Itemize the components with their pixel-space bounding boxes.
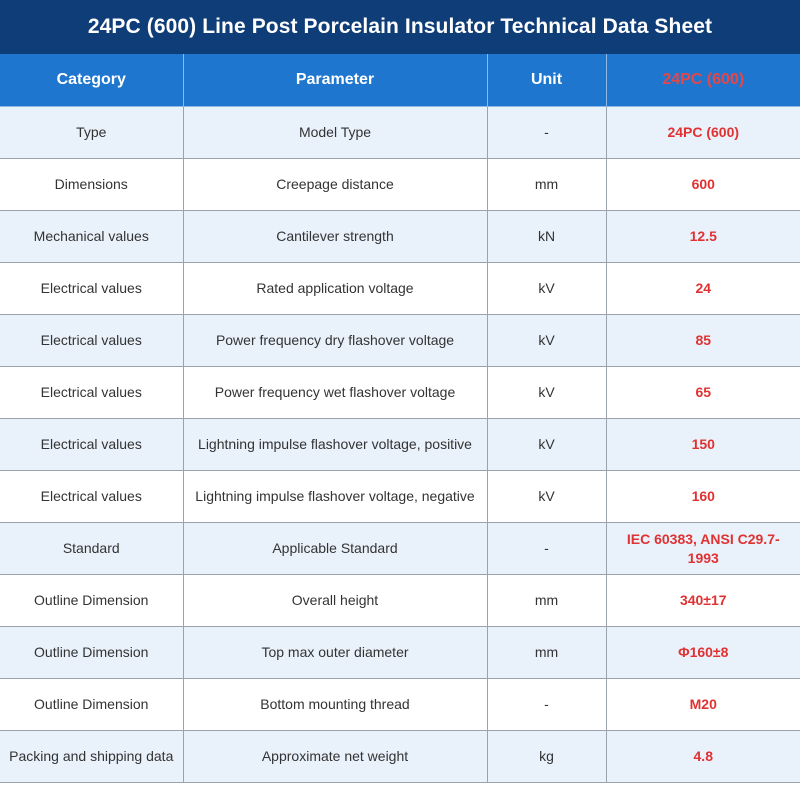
cell-category: Packing and shipping data [0,731,183,783]
cell-value: 85 [606,315,800,367]
table-row [0,679,800,731]
cell-unit: - [487,523,606,575]
cell-unit: kg [487,731,606,783]
cell-parameter: Power frequency wet flashover voltage [183,367,487,419]
cell-value: 4.8 [606,731,800,783]
cell-value: 24PC (600) [606,107,800,159]
cell-unit: kN [487,211,606,263]
table-row [0,575,800,627]
table-row [0,315,800,367]
cell-unit: kV [487,419,606,471]
cell-parameter: Model Type [183,107,487,159]
page-title: 24PC (600) Line Post Porcelain Insulator Technical Data Sheet [0,0,800,54]
table-row [0,159,800,211]
cell-parameter: Rated application voltage [183,263,487,315]
spec-table [0,54,800,783]
cell-category: Mechanical values [0,211,183,263]
cell-category: Outline Dimension [0,575,183,627]
cell-value: 24 [606,263,800,315]
header-category: Category [0,54,183,107]
table-row [0,211,800,263]
cell-parameter: Approximate net weight [183,731,487,783]
table-row [0,263,800,315]
table-header-row [0,54,800,107]
cell-unit: kV [487,263,606,315]
cell-unit: - [487,107,606,159]
table-row [0,419,800,471]
header-model: 24PC (600) [606,54,800,107]
cell-value: 340±17 [606,575,800,627]
cell-unit: mm [487,575,606,627]
cell-parameter: Lightning impulse flashover voltage, negative [183,471,487,523]
table-row [0,367,800,419]
cell-category: Outline Dimension [0,679,183,731]
cell-unit: mm [487,159,606,211]
cell-value: M20 [606,679,800,731]
cell-value: IEC 60383, ANSI C29.7-1993 [606,523,800,575]
cell-parameter: Creepage distance [183,159,487,211]
cell-value: 600 [606,159,800,211]
table-row [0,471,800,523]
cell-unit: - [487,679,606,731]
header-unit: Unit [487,54,606,107]
cell-category: Electrical values [0,419,183,471]
cell-unit: kV [487,471,606,523]
table-row [0,627,800,679]
cell-value: Φ160±8 [606,627,800,679]
cell-parameter: Top max outer diameter [183,627,487,679]
cell-unit: kV [487,315,606,367]
cell-value: 160 [606,471,800,523]
cell-category: Outline Dimension [0,627,183,679]
cell-unit: mm [487,627,606,679]
cell-parameter: Power frequency dry flashover voltage [183,315,487,367]
cell-value: 150 [606,419,800,471]
cell-category: Electrical values [0,315,183,367]
cell-category: Electrical values [0,263,183,315]
cell-parameter: Lightning impulse flashover voltage, positive [183,419,487,471]
cell-category: Standard [0,523,183,575]
cell-parameter: Applicable Standard [183,523,487,575]
table-row [0,107,800,159]
table-row [0,523,800,575]
header-parameter: Parameter [183,54,487,107]
cell-category: Type [0,107,183,159]
cell-parameter: Cantilever strength [183,211,487,263]
cell-category: Dimensions [0,159,183,211]
cell-parameter: Overall height [183,575,487,627]
cell-value: 65 [606,367,800,419]
table-row [0,731,800,783]
cell-unit: kV [487,367,606,419]
cell-value: 12.5 [606,211,800,263]
cell-parameter: Bottom mounting thread [183,679,487,731]
cell-category: Electrical values [0,471,183,523]
cell-category: Electrical values [0,367,183,419]
